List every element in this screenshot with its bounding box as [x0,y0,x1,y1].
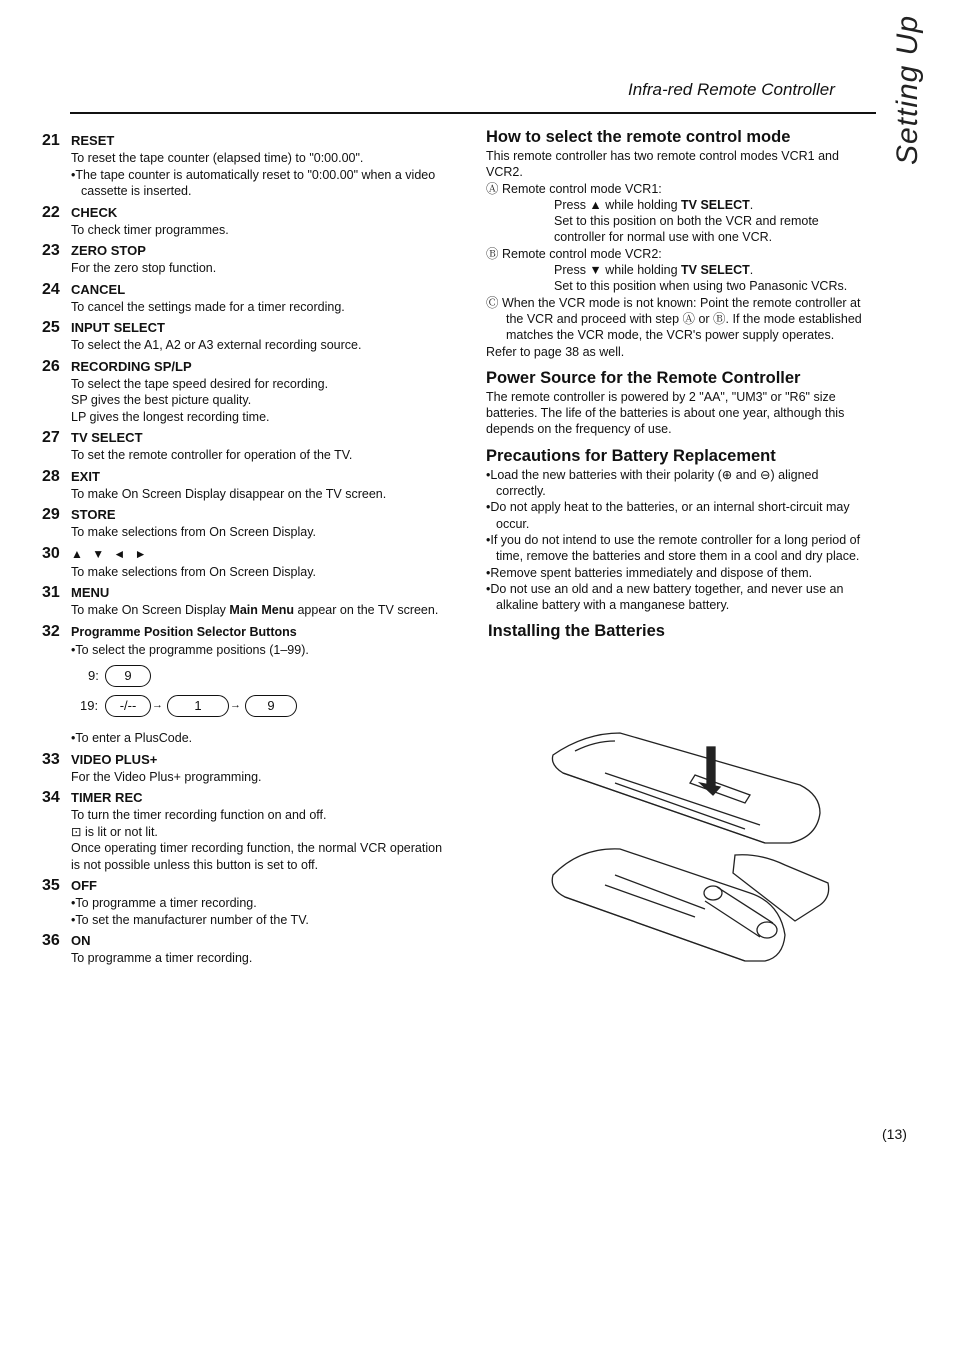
mode-b-head: Ⓑ Remote control mode VCR2: [486,246,662,261]
item-head [42,931,452,950]
text: appear on the TV screen. [294,603,439,617]
text: Press ▲ while holding [554,197,682,212]
item-list-2 [42,750,452,967]
item-text: LP gives the longest recording time. [71,409,270,424]
text-bold: Main Menu [229,603,294,617]
section-side-tab [878,14,938,166]
item-title: CANCEL [71,281,126,297]
item-22 [42,203,452,239]
channel-entry-diagram [71,658,452,730]
item-body [42,447,452,464]
text: To make On Screen Display [71,603,230,617]
item-title: RESET [71,133,115,148]
item-number: 34 [42,789,60,806]
mode-c: Ⓒ When the VCR mode is not known: Point the remote controller at the VCR and proceed with step Ⓐ or Ⓑ. If the mode established matches the VCR mode, the VCR's power supply operates. [486,295,862,343]
precaution-bullet: •Load the new batteries with their polarity (⊕ and ⊖) aligned correctly. [486,467,819,499]
item-body [42,730,452,747]
item-text: To select the tape speed desired for recording. [71,376,329,391]
precaution-bullet: •Remove spent batteries immediately and dispose of them. [486,565,813,580]
item-text: To select the A1, A2 or A3 external recording source. [71,338,362,352]
item-title: EXIT [71,468,100,484]
item-text: ⊡ is lit or not lit. [71,824,158,839]
item-text: To turn the timer recording function on and off. [71,808,327,822]
side-tab-label: Setting Up [891,14,924,166]
mode-b-line2: Set to this position when using two Panasonic VCRs. [554,279,848,294]
key-9b: 9 [245,695,297,717]
precaution-bullet: •If you do not intend to use the remote controller for a long period of time, remove the batteries and store them in a cool and dry place. [486,532,861,564]
item-title: Programme Position Selector Buttons [71,624,297,639]
arrow-icon: → [152,699,163,711]
item-head [42,357,452,376]
item-text: To programme a timer recording. [71,951,253,965]
item-number: 22 [42,203,60,221]
mode-a-line2: Set to this position on both the VCR and remote controller for normal use with one VCR. [554,214,819,245]
item-title: ZERO STOP [71,243,146,258]
item-head [42,876,452,895]
item-text: To check timer programmes. [71,222,229,237]
item-27 [42,428,452,464]
item-26 [42,357,452,426]
item-body [42,376,452,426]
left-column [42,131,452,970]
item-number: 23 [42,242,60,259]
item-number: 29 [42,506,60,523]
item-bullet: •The tape counter is automatically reset to "0:00.00" when a video cassette is inserted. [71,167,436,198]
item-body [42,602,452,619]
item-number: 33 [42,750,60,768]
mode-b-line1 [486,262,870,278]
remote-bottom-illustration [552,849,828,961]
item-text: To make selections from On Screen Display. [71,525,317,539]
item-title: TV SELECT [71,430,143,445]
item-head [42,622,452,642]
installing-section-title: Installing the Batteries [488,622,665,641]
item-body [42,260,452,277]
header-rule [70,112,876,114]
item-body [42,564,452,581]
item-text: To set the remote controller for operation of the TV. [71,448,353,462]
item-text: To make On Screen Display disappear on the TV screen. [71,486,387,501]
mode-a-head: Ⓐ Remote control mode VCR1: [486,181,662,196]
mode-a-line1 [486,197,870,213]
item-number: 24 [42,280,60,298]
item-text: To make selections from On Screen Display. [71,564,317,579]
item-title: STORE [71,507,116,522]
item-number: 28 [42,467,60,485]
item-number: 27 [42,429,60,446]
item-text [71,602,452,619]
bullet-text: Do not apply heat to the batteries, or an internal short-circuit may occur. [490,500,850,531]
item-title: OFF [71,878,97,893]
item-text: To cancel the settings made for a timer recording. [71,299,345,314]
item-28 [42,467,452,503]
bullet-text: The tape counter is automatically reset to "0:00.00" when a video cassette is inserted. [75,167,436,198]
item-title: MENU [71,585,110,600]
item-32 [42,622,452,747]
item-number: 36 [42,932,60,949]
item-36 [42,931,452,967]
text-bold: TV SELECT [681,263,750,278]
item-bullet: •To select the programme positions (1–99). [71,642,309,657]
item-text: Once operating timer recording function, the normal VCR operation is not possible unless this button is set to off. [71,841,443,872]
item-30 [42,544,452,581]
item-number: 21 [42,132,60,149]
bullet-text: To set the manufacturer number of the TV. [75,912,309,927]
item-body [42,642,452,659]
item-23 [42,241,452,277]
item-body [42,486,452,503]
item-head [42,505,452,524]
item-31 [42,583,452,619]
item-number: 25 [42,319,60,336]
item-33 [42,750,452,786]
item-35 [42,876,452,928]
item-bullet: •To set the manufacturer number of the TV. [71,912,309,927]
item-body [42,807,452,873]
bullet-text: Remove spent batteries immediately and dispose of them. [490,565,813,580]
precaution-bullet: •Do not apply heat to the batteries, or an internal short-circuit may occur. [486,500,850,531]
text: . [749,197,754,212]
item-head [42,544,452,564]
text: . [749,263,754,278]
item-body [42,337,452,354]
item-title: TIMER REC [71,790,143,805]
arrow-icon: → [230,699,241,711]
item-head [42,428,452,447]
item-title: ON [71,933,91,948]
item-body [42,950,452,967]
item-body [42,222,452,239]
bullet-text: To select the programme positions (1–99). [75,642,309,657]
precautions-list [486,467,870,614]
item-head [42,750,452,769]
item-29 [42,505,452,541]
item-text: For the Video Plus+ programming. [71,769,262,784]
item-21 [42,131,452,200]
item-body [42,895,452,928]
power-section-body: The remote controller is powered by 2 "AA", "UM3" or "R6" size batteries. The life of the batteries is about one year, although this depends on the frequency of use. [486,389,845,437]
item-title: CHECK [71,204,118,220]
item-25 [42,318,452,354]
precautions-section-title: Precautions for Battery Replacement [486,446,776,465]
item-list-1 [42,131,452,619]
item-text: For the zero stop function. [71,261,217,275]
item-head [42,203,452,222]
precaution-bullet: •Do not use an old and a new battery together, and never use an alkaline battery with a manganese battery. [486,581,844,613]
bullet-text: Do not use an old and a new battery together, and never use an alkaline battery with a manganese battery. [490,581,844,613]
item-head [42,131,452,150]
item-body [42,150,452,200]
item-24 [42,280,452,316]
item-text: SP gives the best picture quality. [71,393,252,407]
example-label-9: 9: [88,668,99,683]
item-head [42,467,452,486]
item-title: INPUT SELECT [71,320,165,335]
item-body [42,769,452,786]
mode-refer: Refer to page 38 as well. [486,344,625,359]
bullet-text: If you do not intend to use the remote controller for a long period of time, remove the batteries and store them in a cool and dry place. [490,532,861,564]
item-head [42,788,452,807]
battery-installation-illustration [545,725,835,975]
item-body [42,299,452,316]
key-9: 9 [105,665,151,687]
item-title: ▲ ▼ ◄ ► [71,546,150,561]
item-number: 32 [42,622,60,640]
text-bold: TV SELECT [681,197,750,212]
item-bullet: •To enter a PlusCode. [71,731,193,745]
item-34 [42,788,452,873]
item-head [42,241,452,260]
bullet-text: To programme a timer recording. [75,896,257,910]
item-text: To reset the tape counter (elapsed time) to "0:00.00". [71,151,364,165]
mode-intro: This remote controller has two remote control modes VCR1 and VCR2. [486,149,839,180]
page-number: (13) [882,1126,907,1142]
example-label-19: 19: [80,698,99,713]
text: Press ▼ while holding [554,263,682,278]
power-section-title: Power Source for the Remote Controller [486,368,801,387]
item-head [42,318,452,337]
item-number: 35 [42,877,60,894]
bullet-text: Load the new batteries with their polarity (⊕ and ⊖) aligned correctly. [490,467,819,499]
mode-section-title: How to select the remote control mode [486,128,791,146]
remote-top-illustration [552,733,820,843]
bullet-text: To enter a PlusCode. [75,731,193,745]
item-number: 31 [42,584,60,601]
item-head [42,280,452,299]
item-title: VIDEO PLUS+ [71,751,158,767]
key-dash: -/-- [105,695,151,717]
right-column [486,127,870,642]
page-header-title: Infra-red Remote Controller [628,80,835,99]
mode-section-body [486,148,870,360]
item-number: 26 [42,357,60,375]
item-head [42,583,452,602]
item-body [42,524,452,541]
key-1: 1 [167,695,229,717]
item-number: 30 [42,544,60,562]
item-title: RECORDING SP/LP [71,358,192,374]
item-bullet: •To programme a timer recording. [71,896,257,910]
